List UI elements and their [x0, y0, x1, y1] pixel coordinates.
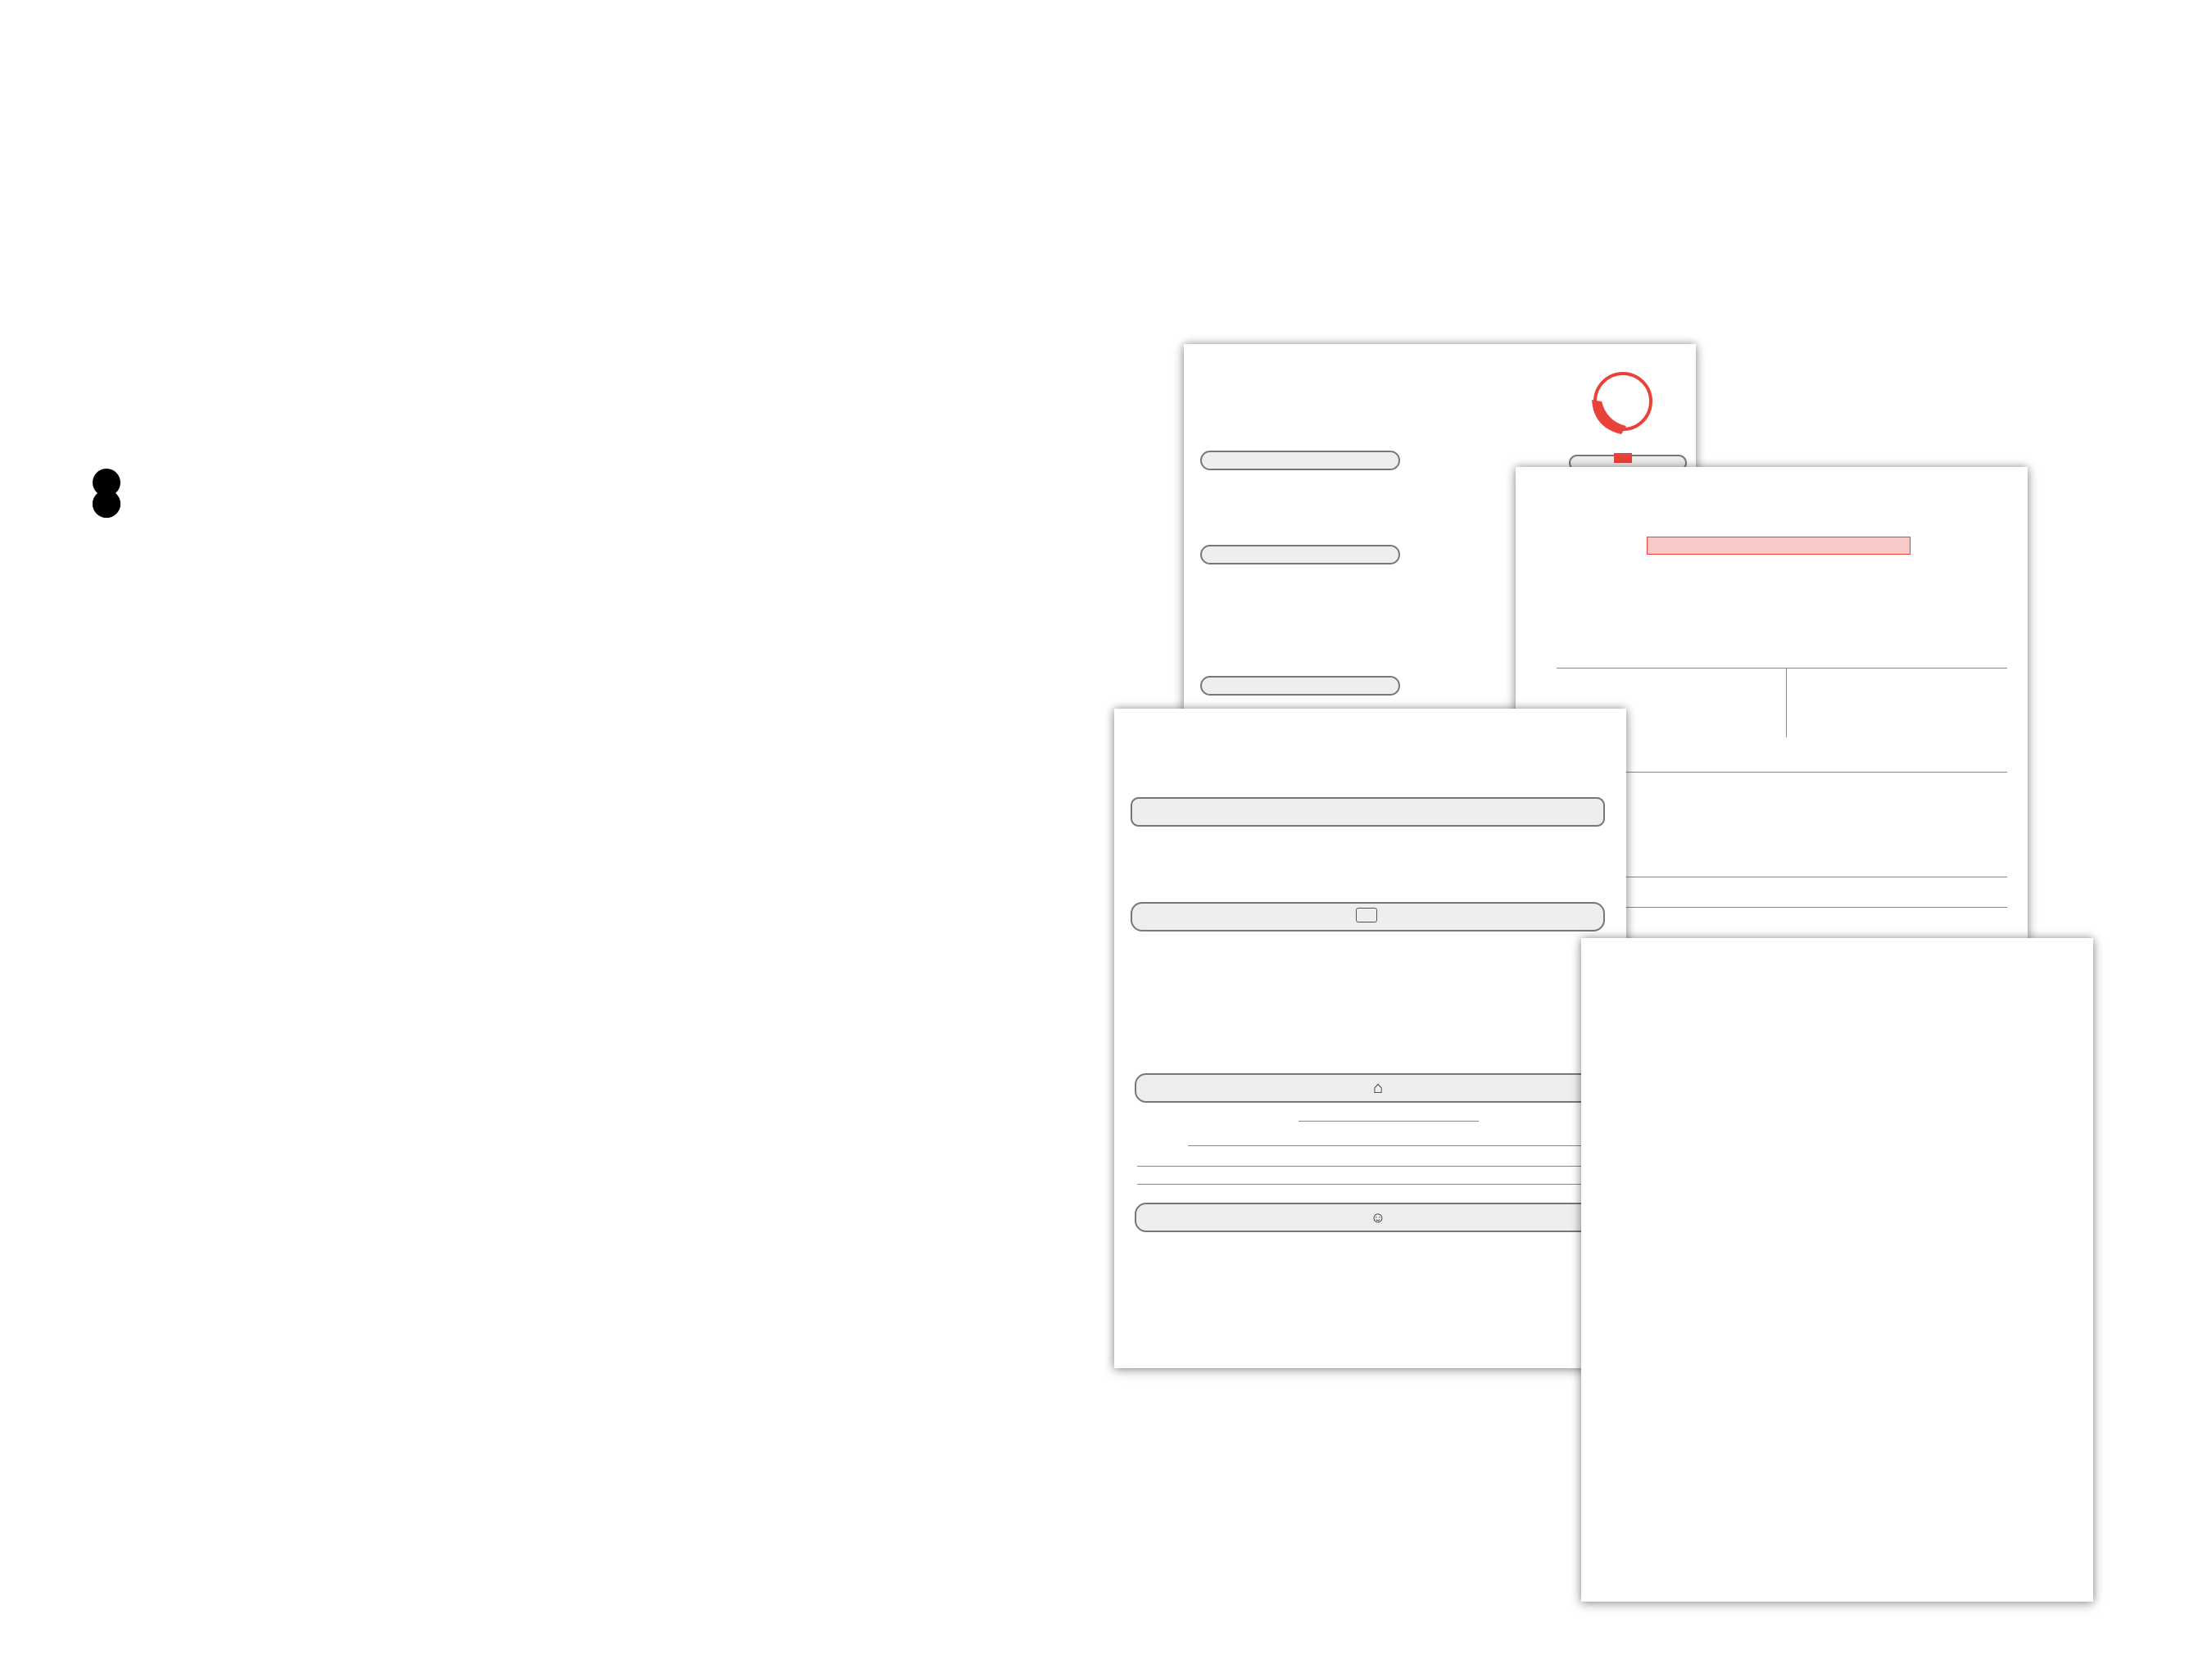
- section-emergency-contacts: [1131, 902, 1605, 931]
- section-house: [1200, 676, 1400, 696]
- preview-page-4: [1581, 938, 2093, 1602]
- field-line: [1299, 1121, 1479, 1122]
- section-children: [1200, 545, 1400, 564]
- feature-list: [86, 418, 1110, 439]
- first-aid-icon: [1356, 908, 1377, 922]
- field-line: [1137, 1166, 1626, 1167]
- phone-911-icon: [1585, 367, 1659, 445]
- section-home-address: [1135, 1073, 1621, 1103]
- emergency-call-banner: [1647, 537, 1911, 555]
- tabs-bar: [1131, 797, 1605, 827]
- accent-mark: [1614, 453, 1632, 463]
- divider: [1557, 668, 2007, 669]
- child-face-icon: ☺: [1370, 1209, 1386, 1226]
- field-line: [1188, 1145, 1622, 1146]
- field-line: [1137, 1184, 1626, 1185]
- section-children: [1135, 1203, 1621, 1232]
- house-icon: ⌂: [1372, 1079, 1384, 1097]
- divider: [1786, 668, 1787, 737]
- preview-page-3: [1114, 709, 1626, 1368]
- section-emergency-contact: [1200, 451, 1400, 470]
